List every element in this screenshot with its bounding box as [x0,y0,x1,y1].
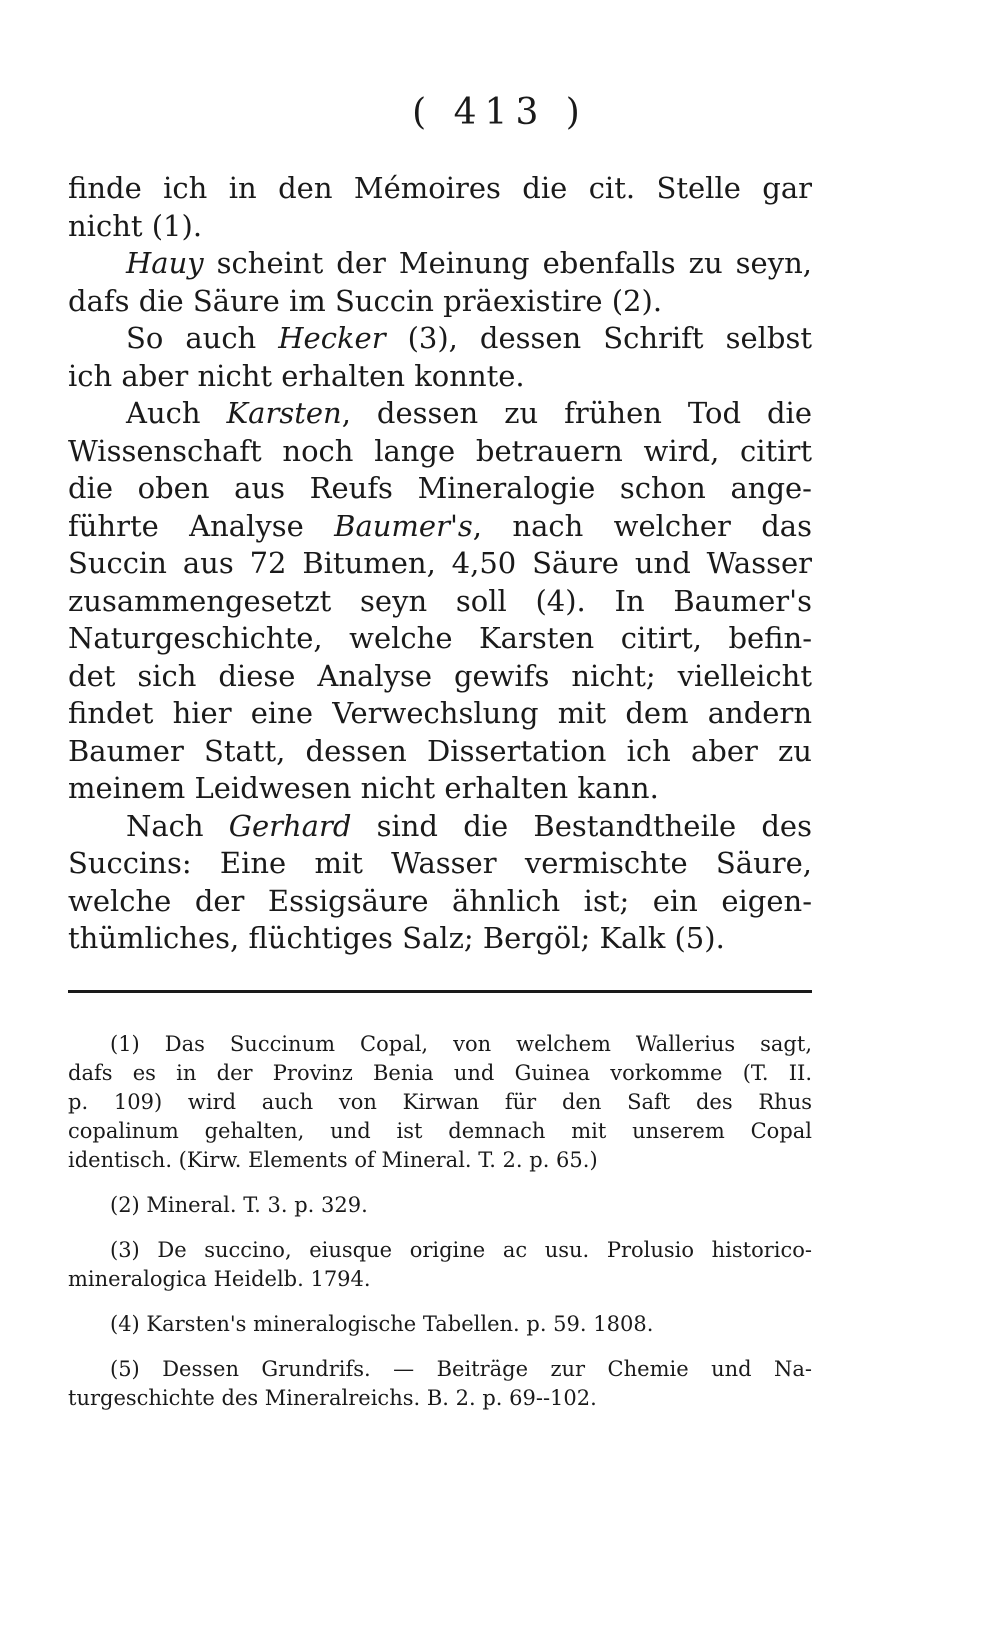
footnote-4 [68,1310,812,1339]
text-line: dafs die Säure im Succin präexistire (2). [68,283,663,318]
text-line: ich aber nicht erhalten konnte. [68,358,525,393]
footnote-line: mineralogica Heidelb. 1794. [68,1267,371,1291]
footnote-line: dafs es in der Provinz Benia und Guinea vorkomme (T. II. [68,1061,812,1085]
footnote-line: (2) Mineral. T. 3. p. 329. [110,1193,368,1217]
text-line: führte Analyse Baumer's, nach welcher das [68,508,812,543]
text-line: thümliches, flüchtiges Salz; Bergöl; Kalk (5). [68,921,725,955]
text-line: finde ich in den Mémoires die cit. Stelle gar [68,171,812,205]
footnote-line: (1) Das Succinum Copal, von welchem Wallerius sagt, [110,1032,812,1056]
footnote-5 [68,1355,812,1413]
text-line: die oben aus Reufs Mineralogie schon ange- [68,471,812,505]
footnote-3 [68,1236,812,1294]
text-line: Hauy scheint der Meinung ebenfalls zu seyn, [126,246,812,280]
footnote-2 [68,1191,812,1220]
footnote-divider [68,990,812,993]
footnotes [68,1030,812,1429]
author-name-baumer: Baumer's [334,508,473,543]
text-line: findet hier eine Verwechslung mit dem andern [68,696,812,730]
main-text [68,170,812,958]
footnote-line: turgeschichte des Mineralreichs. B. 2. p. 69--102. [68,1386,597,1410]
author-name-karsten: Karsten [226,396,342,430]
text-line: Wissenschaft noch lange betrauern wird, citirt [68,433,812,468]
text-line: Succin aus 72 Bitumen, 4,50 Säure und Wasser [68,546,812,580]
text-line: So auch Hecker (3), dessen Schrift selbst [126,321,812,355]
footnote-1 [68,1030,812,1175]
author-name-gerhard: Gerhard [228,808,352,843]
author-name-hauy: Hauy [126,246,204,280]
text-line: det sich diese Analyse gewifs nicht; vielleicht [68,658,812,693]
footnote-line: (4) Karsten's mineralogische Tabellen. p. 59. 1808. [110,1312,654,1336]
text-line: Auch Karsten, dessen zu frühen Tod die [126,396,812,430]
text-line: meinem Leidwesen nicht erhalten kann. [68,771,659,805]
text-line: Baumer Statt, dessen Dissertation ich aber zu [68,733,812,768]
page-number: ( 413 ) [412,92,588,133]
text-line: Naturgeschichte, welche Karsten citirt, befin- [68,621,812,655]
footnote-line: identisch. (Kirw. Elements of Mineral. T. 2. p. 65.) [68,1148,598,1172]
text-line: nicht (1). [68,208,203,243]
footnote-line: p. 109) wird auch von Kirwan für den Saft des Rhus [68,1090,812,1114]
footnote-line: (5) Dessen Grundrifs. — Beiträge zur Chemie und Na- [110,1357,812,1381]
text-line: zusammengesetzt seyn soll (4). In Baumer's [68,583,812,618]
author-name-hecker: Hecker [278,321,386,355]
footnote-line: (3) De succino, eiusque origine ac usu. Prolusio historico- [110,1238,812,1262]
text-line: welche der Essigsäure ähnlich ist; ein eigen- [68,883,812,918]
text-line: Succins: Eine mit Wasser vermischte Säure, [68,846,812,880]
footnote-line: copalinum gehalten, und ist demnach mit unserem Copal [68,1119,812,1143]
text-line: Nach Gerhard sind die Bestandtheile des [126,808,812,843]
